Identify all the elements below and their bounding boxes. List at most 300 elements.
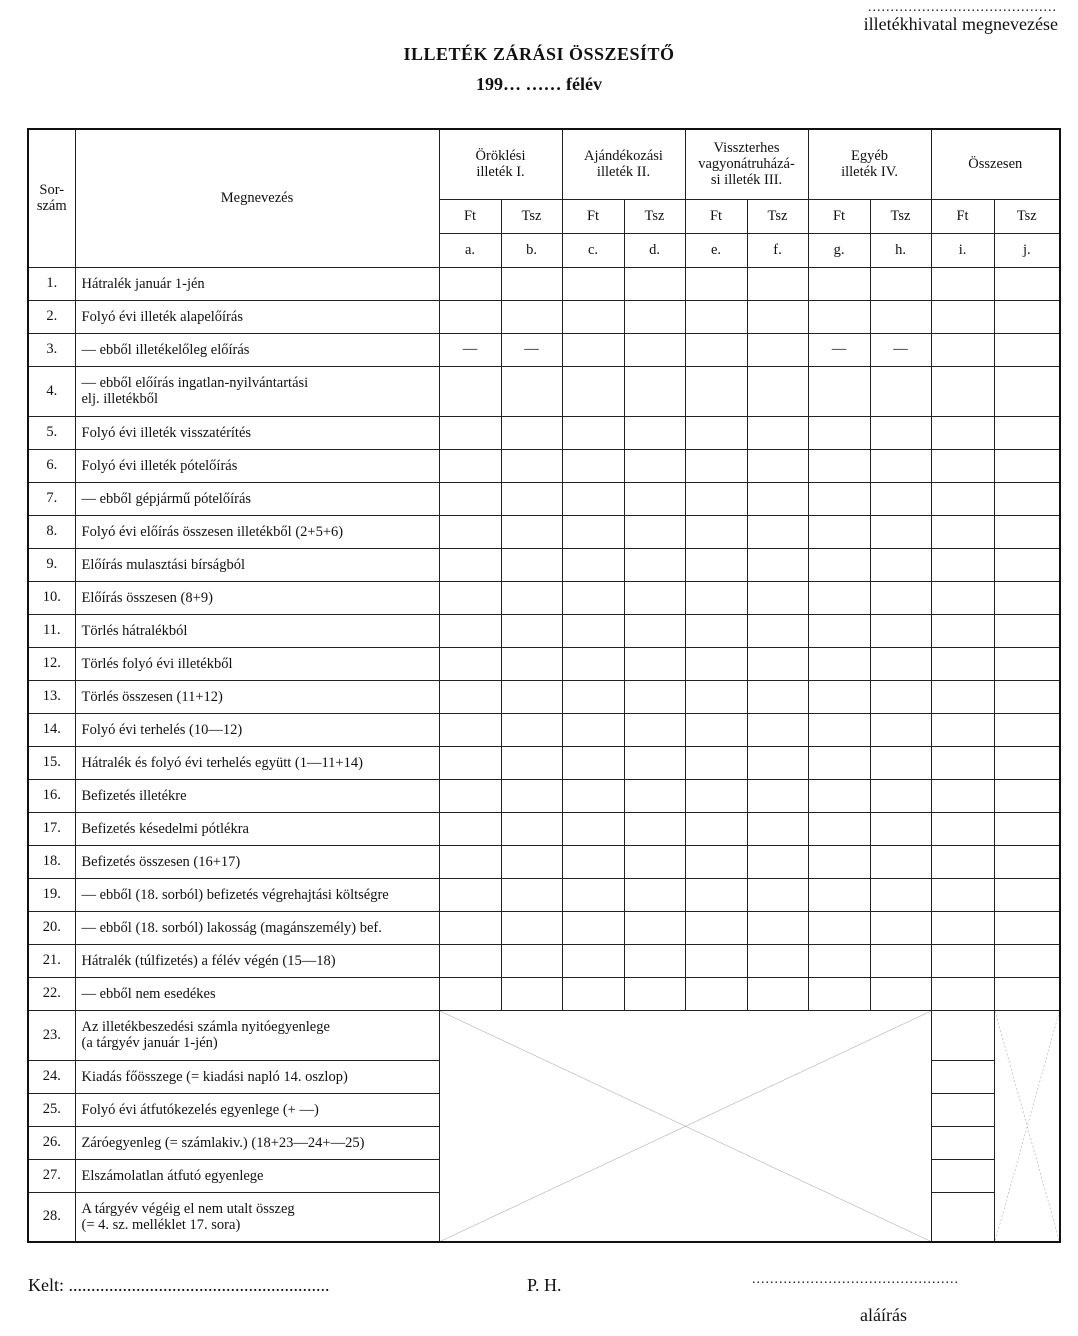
data-cell[interactable] xyxy=(562,548,624,581)
group-label: Egyéb illeték IV. xyxy=(841,148,898,181)
data-cell[interactable] xyxy=(439,878,501,911)
data-cell[interactable] xyxy=(870,515,931,548)
data-cell[interactable] xyxy=(624,515,685,548)
data-cell[interactable] xyxy=(562,911,624,944)
row-number: 28. xyxy=(28,1192,75,1242)
data-cell[interactable] xyxy=(501,845,562,878)
data-cell[interactable] xyxy=(685,977,747,1010)
data-cell[interactable] xyxy=(624,911,685,944)
data-cell[interactable] xyxy=(439,515,501,548)
data-cell[interactable] xyxy=(994,581,1060,614)
data-cell[interactable] xyxy=(870,911,931,944)
data-cell[interactable] xyxy=(931,581,994,614)
data-cell[interactable] xyxy=(501,482,562,515)
data-cell[interactable] xyxy=(870,449,931,482)
data-cell[interactable] xyxy=(931,680,994,713)
data-cell[interactable] xyxy=(994,614,1060,647)
data-cell[interactable] xyxy=(994,845,1060,878)
data-cell[interactable] xyxy=(808,548,870,581)
data-cell[interactable] xyxy=(870,482,931,515)
crossed-out-area xyxy=(439,1010,931,1242)
data-cell[interactable] xyxy=(870,812,931,845)
data-cell[interactable] xyxy=(808,482,870,515)
table-row xyxy=(28,779,1060,812)
data-cell[interactable] xyxy=(562,812,624,845)
data-cell[interactable] xyxy=(747,779,808,812)
data-cell[interactable] xyxy=(685,366,747,416)
unit-header: Tsz xyxy=(870,199,931,233)
data-cell[interactable] xyxy=(624,647,685,680)
row-number: 12. xyxy=(28,647,75,680)
data-cell[interactable] xyxy=(624,779,685,812)
data-cell[interactable] xyxy=(624,614,685,647)
data-cell[interactable] xyxy=(501,416,562,449)
data-cell[interactable] xyxy=(562,779,624,812)
data-cell[interactable] xyxy=(685,713,747,746)
crossed-out-area xyxy=(994,1010,1060,1242)
unit-header: Ft xyxy=(562,199,624,233)
data-cell[interactable] xyxy=(562,581,624,614)
data-cell[interactable] xyxy=(994,746,1060,779)
data-cell[interactable] xyxy=(439,581,501,614)
data-cell[interactable] xyxy=(994,300,1060,333)
row-number: 3. xyxy=(28,333,75,366)
row-label: Elszámolatlan átfutó egyenlege xyxy=(75,1159,439,1192)
data-cell[interactable] xyxy=(501,680,562,713)
column-letter: d. xyxy=(624,233,685,267)
data-cell[interactable] xyxy=(808,944,870,977)
data-cell[interactable] xyxy=(747,944,808,977)
row-number: 7. xyxy=(28,482,75,515)
data-cell[interactable] xyxy=(870,267,931,300)
data-cell[interactable] xyxy=(685,878,747,911)
data-cell[interactable] xyxy=(685,300,747,333)
data-cell[interactable] xyxy=(501,911,562,944)
row-number: 6. xyxy=(28,449,75,482)
data-cell[interactable] xyxy=(439,845,501,878)
data-cell[interactable] xyxy=(685,779,747,812)
data-cell[interactable] xyxy=(685,267,747,300)
row-number: 21. xyxy=(28,944,75,977)
group-label: Összesen xyxy=(968,156,1023,173)
data-cell[interactable] xyxy=(808,779,870,812)
data-cell[interactable] xyxy=(685,482,747,515)
row-number: 27. xyxy=(28,1159,75,1192)
data-cell[interactable] xyxy=(931,614,994,647)
data-cell[interactable] xyxy=(931,449,994,482)
data-cell[interactable] xyxy=(685,416,747,449)
data-cell[interactable] xyxy=(931,1010,994,1060)
data-cell[interactable] xyxy=(562,267,624,300)
data-cell[interactable] xyxy=(870,713,931,746)
data-cell[interactable] xyxy=(685,812,747,845)
data-cell[interactable] xyxy=(439,812,501,845)
data-cell[interactable] xyxy=(808,713,870,746)
column-letter: f. xyxy=(747,233,808,267)
data-cell[interactable] xyxy=(931,845,994,878)
data-cell[interactable] xyxy=(624,812,685,845)
data-cell[interactable] xyxy=(931,1159,994,1192)
data-cell[interactable] xyxy=(747,366,808,416)
data-cell[interactable] xyxy=(994,416,1060,449)
data-cell[interactable] xyxy=(994,482,1060,515)
data-cell[interactable] xyxy=(624,333,685,366)
data-cell[interactable] xyxy=(624,416,685,449)
table-row xyxy=(28,333,1060,366)
data-cell[interactable] xyxy=(439,416,501,449)
table-row xyxy=(28,614,1060,647)
data-cell[interactable] xyxy=(870,416,931,449)
row-label: Törlés hátralékból xyxy=(75,614,439,647)
data-cell[interactable] xyxy=(994,779,1060,812)
data-cell[interactable] xyxy=(501,878,562,911)
data-cell[interactable] xyxy=(808,647,870,680)
data-cell[interactable] xyxy=(994,449,1060,482)
data-cell[interactable] xyxy=(870,680,931,713)
stamp-place-label: P. H. xyxy=(527,1275,562,1295)
unit-header: Tsz xyxy=(501,199,562,233)
data-cell[interactable] xyxy=(931,1192,994,1242)
data-cell[interactable] xyxy=(747,845,808,878)
data-cell[interactable] xyxy=(562,300,624,333)
data-cell[interactable] xyxy=(562,333,624,366)
row-label: Törlés összesen (11+12) xyxy=(75,680,439,713)
data-cell[interactable] xyxy=(747,449,808,482)
data-cell[interactable] xyxy=(747,977,808,1010)
unit-header: Tsz xyxy=(747,199,808,233)
table-row xyxy=(28,977,1060,1010)
data-cell[interactable] xyxy=(562,647,624,680)
row-label: Záróegyenleg (= számlakiv.) (18+23—24+—25) xyxy=(75,1126,439,1159)
data-cell[interactable] xyxy=(870,581,931,614)
row-label: — ebből illetékelőleg előírás xyxy=(75,333,439,366)
data-cell[interactable] xyxy=(870,944,931,977)
data-cell[interactable] xyxy=(870,779,931,812)
data-cell[interactable] xyxy=(931,1126,994,1159)
table-row xyxy=(28,581,1060,614)
data-cell[interactable] xyxy=(624,482,685,515)
data-cell[interactable] xyxy=(808,449,870,482)
table-row xyxy=(28,366,1060,416)
unit-header: Ft xyxy=(439,199,501,233)
data-cell[interactable]: — xyxy=(808,333,870,366)
row-number: 17. xyxy=(28,812,75,845)
data-cell[interactable] xyxy=(808,977,870,1010)
data-cell[interactable] xyxy=(501,300,562,333)
data-cell[interactable] xyxy=(685,449,747,482)
data-cell[interactable] xyxy=(808,746,870,779)
data-cell[interactable] xyxy=(808,845,870,878)
document-title: ILLETÉK ZÁRÁSI ÖSSZESÍTŐ xyxy=(403,44,675,64)
data-cell[interactable] xyxy=(624,267,685,300)
data-cell[interactable] xyxy=(439,779,501,812)
data-cell[interactable] xyxy=(747,812,808,845)
data-cell[interactable]: — xyxy=(439,333,501,366)
data-cell[interactable] xyxy=(562,416,624,449)
data-cell[interactable] xyxy=(501,366,562,416)
data-cell[interactable] xyxy=(931,1093,994,1126)
data-cell[interactable] xyxy=(808,680,870,713)
data-cell[interactable] xyxy=(747,581,808,614)
data-cell[interactable] xyxy=(870,614,931,647)
data-cell[interactable] xyxy=(501,713,562,746)
table-row xyxy=(28,300,1060,333)
data-cell[interactable] xyxy=(747,911,808,944)
data-cell[interactable] xyxy=(747,680,808,713)
row-label: Törlés folyó évi illetékből xyxy=(75,647,439,680)
data-cell[interactable] xyxy=(685,333,747,366)
table-row xyxy=(28,267,1060,300)
data-cell[interactable] xyxy=(685,647,747,680)
data-cell[interactable] xyxy=(562,944,624,977)
unit-header: Ft xyxy=(685,199,747,233)
data-cell[interactable] xyxy=(562,366,624,416)
row-number: 14. xyxy=(28,713,75,746)
data-cell[interactable] xyxy=(501,581,562,614)
data-cell[interactable] xyxy=(931,713,994,746)
data-cell[interactable] xyxy=(870,845,931,878)
data-cell[interactable] xyxy=(747,515,808,548)
table-row xyxy=(28,548,1060,581)
data-cell[interactable] xyxy=(562,515,624,548)
data-cell[interactable] xyxy=(624,845,685,878)
data-cell[interactable] xyxy=(994,515,1060,548)
megnevezes-header-text: Megnevezés xyxy=(220,190,294,207)
data-cell[interactable] xyxy=(808,878,870,911)
data-cell[interactable] xyxy=(747,416,808,449)
data-cell[interactable] xyxy=(870,878,931,911)
data-cell[interactable] xyxy=(931,416,994,449)
data-cell[interactable] xyxy=(931,779,994,812)
data-cell[interactable] xyxy=(562,680,624,713)
data-cell[interactable] xyxy=(562,713,624,746)
data-cell[interactable] xyxy=(439,366,501,416)
row-number: 9. xyxy=(28,548,75,581)
row-number: 18. xyxy=(28,845,75,878)
data-cell[interactable] xyxy=(747,878,808,911)
group-label: Ajándékozási illeték II. xyxy=(584,148,663,181)
data-cell[interactable] xyxy=(808,416,870,449)
data-cell[interactable] xyxy=(624,449,685,482)
data-cell[interactable] xyxy=(624,680,685,713)
data-cell[interactable] xyxy=(870,977,931,1010)
data-cell[interactable] xyxy=(747,614,808,647)
data-cell[interactable] xyxy=(931,548,994,581)
data-cell[interactable] xyxy=(931,1060,994,1093)
cross-mark-icon xyxy=(995,1011,1060,1242)
data-cell[interactable] xyxy=(439,911,501,944)
data-cell[interactable] xyxy=(501,267,562,300)
data-cell[interactable] xyxy=(994,713,1060,746)
data-cell[interactable] xyxy=(685,911,747,944)
data-cell[interactable] xyxy=(994,944,1060,977)
data-cell[interactable] xyxy=(685,614,747,647)
data-cell[interactable] xyxy=(439,300,501,333)
data-cell[interactable] xyxy=(624,366,685,416)
data-cell[interactable] xyxy=(439,614,501,647)
data-cell[interactable] xyxy=(685,746,747,779)
row-label: Hátralék (túlfizetés) a félév végén (15—18) xyxy=(75,944,439,977)
data-cell[interactable] xyxy=(685,548,747,581)
data-cell[interactable] xyxy=(624,944,685,977)
data-cell[interactable] xyxy=(685,944,747,977)
data-cell[interactable] xyxy=(624,548,685,581)
data-cell[interactable] xyxy=(501,515,562,548)
data-cell[interactable] xyxy=(994,333,1060,366)
data-cell[interactable] xyxy=(439,449,501,482)
data-cell[interactable] xyxy=(685,680,747,713)
table-row xyxy=(28,1010,1060,1060)
data-cell[interactable] xyxy=(747,713,808,746)
data-cell[interactable]: — xyxy=(501,333,562,366)
data-cell[interactable] xyxy=(808,911,870,944)
data-cell[interactable] xyxy=(931,333,994,366)
data-cell[interactable]: — xyxy=(870,333,931,366)
data-cell[interactable] xyxy=(685,515,747,548)
data-cell[interactable] xyxy=(870,548,931,581)
signature-label: aláírás xyxy=(860,1305,907,1325)
data-cell[interactable] xyxy=(624,878,685,911)
data-cell[interactable] xyxy=(439,267,501,300)
summary-table xyxy=(27,128,1061,1243)
data-cell[interactable] xyxy=(501,647,562,680)
data-cell[interactable] xyxy=(501,779,562,812)
data-cell[interactable] xyxy=(562,878,624,911)
signature-dotted-line: .............................................. xyxy=(752,1272,959,1287)
data-cell[interactable] xyxy=(562,614,624,647)
data-cell[interactable] xyxy=(624,977,685,1010)
data-cell[interactable] xyxy=(439,944,501,977)
data-cell[interactable] xyxy=(624,300,685,333)
column-letter: b. xyxy=(501,233,562,267)
data-cell[interactable] xyxy=(931,977,994,1010)
data-cell[interactable] xyxy=(931,515,994,548)
group-header-egyeb xyxy=(808,129,931,199)
row-number: 13. xyxy=(28,680,75,713)
data-cell[interactable] xyxy=(562,482,624,515)
data-cell[interactable] xyxy=(808,812,870,845)
data-cell[interactable] xyxy=(808,300,870,333)
data-cell[interactable] xyxy=(808,366,870,416)
office-name-dotted-line: .......................................... xyxy=(868,0,1057,15)
data-cell[interactable] xyxy=(501,812,562,845)
data-cell[interactable] xyxy=(870,746,931,779)
date-line: Kelt: .......................................................... xyxy=(28,1275,330,1295)
data-cell[interactable] xyxy=(439,977,501,1010)
data-cell[interactable] xyxy=(994,366,1060,416)
data-cell[interactable] xyxy=(747,267,808,300)
data-cell[interactable] xyxy=(931,944,994,977)
data-cell[interactable] xyxy=(931,300,994,333)
data-cell[interactable] xyxy=(931,878,994,911)
data-cell[interactable] xyxy=(439,482,501,515)
data-cell[interactable] xyxy=(501,746,562,779)
data-cell[interactable] xyxy=(931,647,994,680)
data-cell[interactable] xyxy=(931,482,994,515)
data-cell[interactable] xyxy=(808,614,870,647)
data-cell[interactable] xyxy=(562,977,624,1010)
data-cell[interactable] xyxy=(931,267,994,300)
data-cell[interactable] xyxy=(747,647,808,680)
column-letter: j. xyxy=(994,233,1060,267)
data-cell[interactable] xyxy=(501,449,562,482)
row-label: Előírás mulasztási bírságból xyxy=(75,548,439,581)
data-cell[interactable] xyxy=(747,746,808,779)
data-cell[interactable] xyxy=(624,713,685,746)
data-cell[interactable] xyxy=(808,267,870,300)
document-subtitle: 199… …… félév xyxy=(476,74,602,94)
table-row xyxy=(28,449,1060,482)
data-cell[interactable] xyxy=(747,300,808,333)
data-cell[interactable] xyxy=(931,366,994,416)
row-number: 22. xyxy=(28,977,75,1010)
row-label: Folyó évi terhelés (10—12) xyxy=(75,713,439,746)
data-cell[interactable] xyxy=(501,614,562,647)
data-cell[interactable] xyxy=(994,878,1060,911)
data-cell[interactable] xyxy=(931,812,994,845)
data-cell[interactable] xyxy=(747,482,808,515)
data-cell[interactable] xyxy=(685,845,747,878)
row-label: Folyó évi illeték pótelőírás xyxy=(75,449,439,482)
data-cell[interactable] xyxy=(870,647,931,680)
table-row xyxy=(28,713,1060,746)
row-label: Folyó évi előírás összesen illetékből (2+5+6) xyxy=(75,515,439,548)
data-cell[interactable] xyxy=(501,977,562,1010)
row-number: 2. xyxy=(28,300,75,333)
row-number: 8. xyxy=(28,515,75,548)
data-cell[interactable] xyxy=(501,548,562,581)
data-cell[interactable] xyxy=(624,581,685,614)
data-cell[interactable] xyxy=(501,944,562,977)
row-label: — ebből (18. sorból) befizetés végrehajtási költségre xyxy=(75,878,439,911)
data-cell[interactable] xyxy=(562,449,624,482)
unit-header: Ft xyxy=(931,199,994,233)
row-label: Az illetékbeszedési számla nyitóegyenlege (a tárgyév január 1-jén) xyxy=(75,1010,439,1060)
data-cell[interactable] xyxy=(870,366,931,416)
group-header-ajandekozasi xyxy=(562,129,685,199)
data-cell[interactable] xyxy=(562,845,624,878)
data-cell[interactable] xyxy=(439,680,501,713)
data-cell[interactable] xyxy=(931,746,994,779)
data-cell[interactable] xyxy=(439,713,501,746)
data-cell[interactable] xyxy=(439,548,501,581)
data-cell[interactable] xyxy=(747,333,808,366)
data-cell[interactable] xyxy=(439,647,501,680)
data-cell[interactable] xyxy=(994,267,1060,300)
group-header-orokles xyxy=(439,129,562,199)
data-cell[interactable] xyxy=(994,977,1060,1010)
row-label: Hátralék és folyó évi terhelés együtt (1—11+14) xyxy=(75,746,439,779)
data-cell[interactable] xyxy=(994,647,1060,680)
data-cell[interactable] xyxy=(870,300,931,333)
data-cell[interactable] xyxy=(994,911,1060,944)
table-row xyxy=(28,878,1060,911)
unit-header: Ft xyxy=(808,199,870,233)
data-cell[interactable] xyxy=(685,581,747,614)
data-cell[interactable] xyxy=(747,548,808,581)
data-cell[interactable] xyxy=(931,911,994,944)
data-cell[interactable] xyxy=(994,680,1060,713)
data-cell[interactable] xyxy=(808,581,870,614)
row-label: — ebből (18. sorból) lakosság (magánszemély) bef. xyxy=(75,911,439,944)
data-cell[interactable] xyxy=(562,746,624,779)
data-cell[interactable] xyxy=(439,746,501,779)
data-cell[interactable] xyxy=(624,746,685,779)
row-number: 4. xyxy=(28,366,75,416)
data-cell[interactable] xyxy=(994,812,1060,845)
data-cell[interactable] xyxy=(994,548,1060,581)
data-cell[interactable] xyxy=(808,515,870,548)
